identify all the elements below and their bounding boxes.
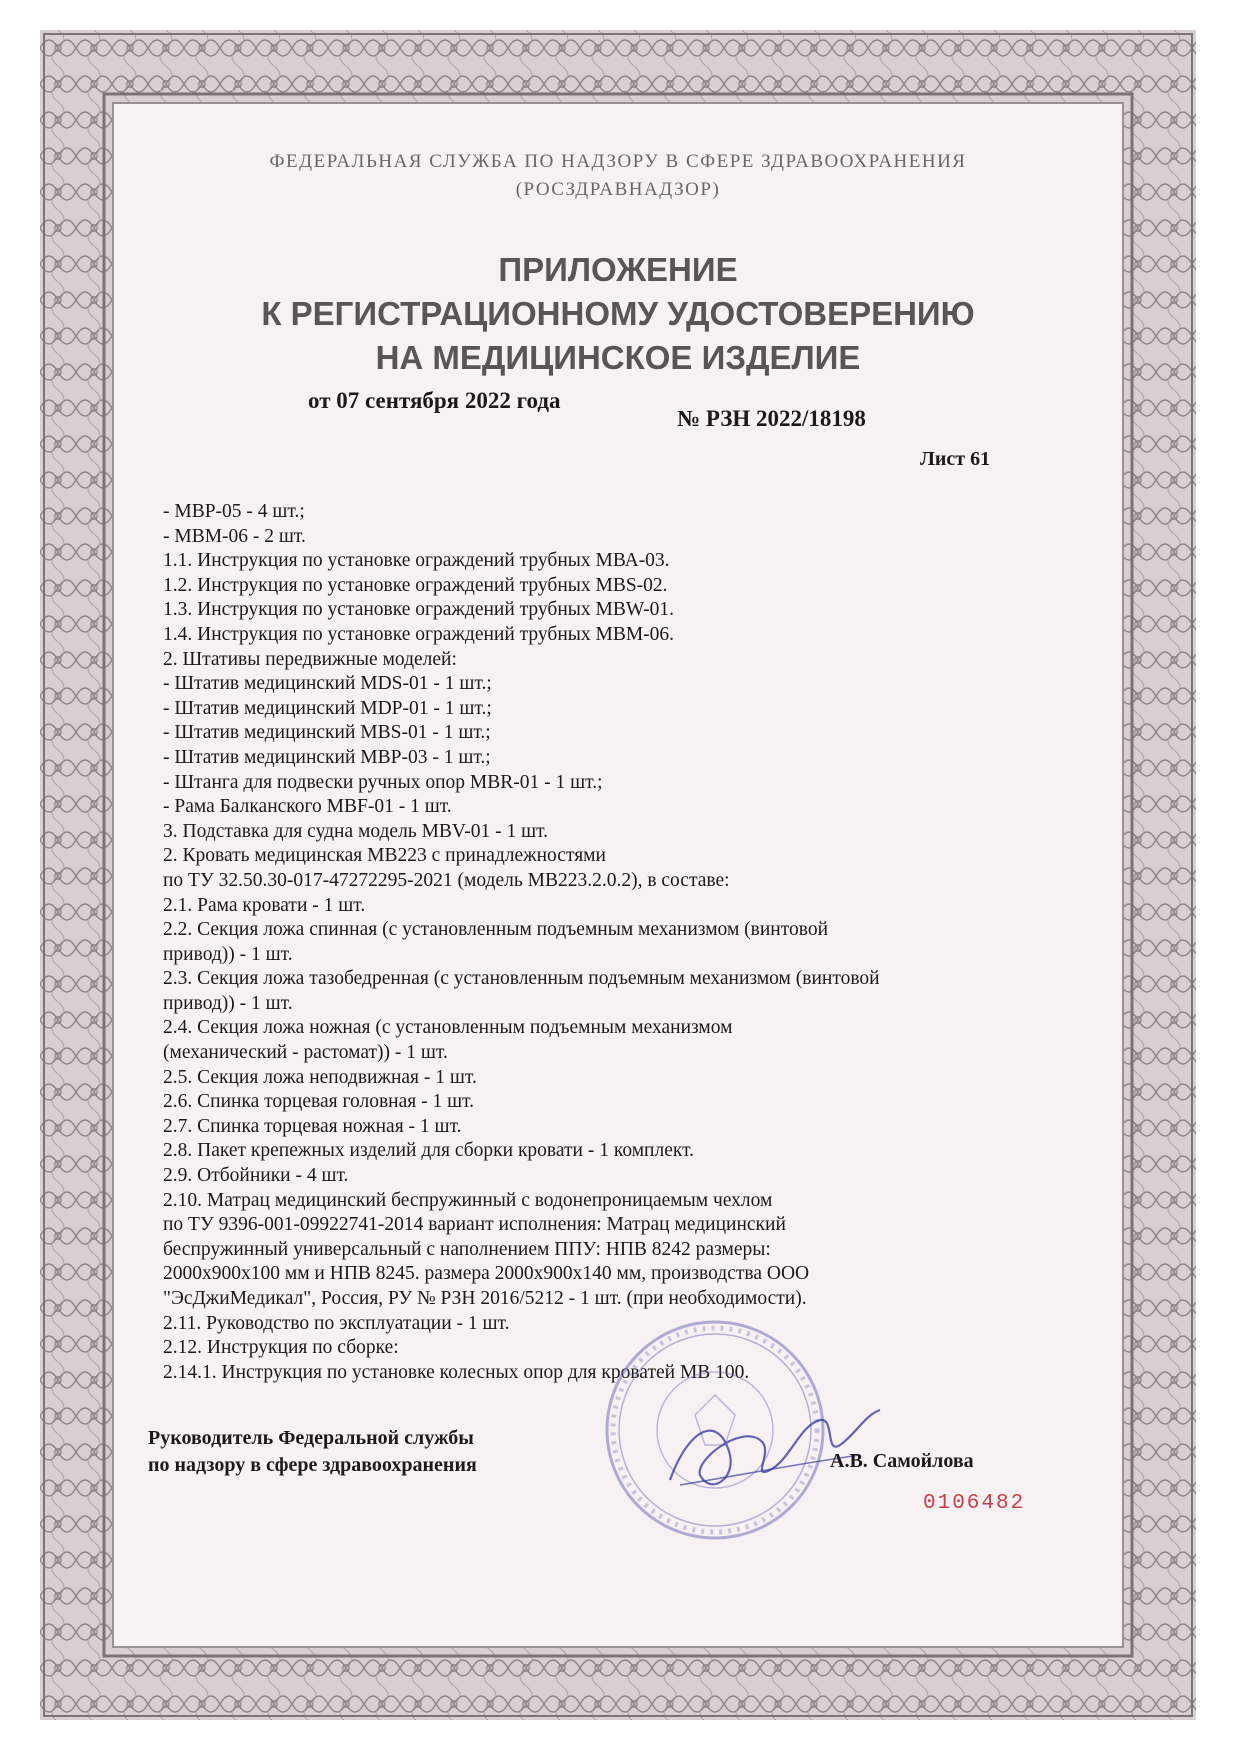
body-line: 2. Кровать медицинская МВ223 с принадлежностями — [163, 845, 606, 867]
body-line: 2.9. Отбойники - 4 шт. — [163, 1165, 349, 1187]
agency-name: ФЕДЕРАЛЬНАЯ СЛУЖБА ПО НАДЗОРУ В СФЕРЕ ЗДРАВООХРАНЕНИЯ — [269, 151, 967, 172]
body-line: (механический - растомат)) - 1 шт. — [163, 1042, 448, 1064]
body-line: 2000х900х100 мм и НПВ 8245. размера 2000х900х140 мм, производства ООО — [163, 1263, 810, 1285]
title-line-1: ПРИЛОЖЕНИЕ — [498, 251, 738, 288]
title-line-2: К РЕГИСТРАЦИОННОМУ УДОСТОВЕРЕНИЮ — [261, 295, 975, 332]
agency-header — [40, 148, 1196, 204]
body-line: 2.10. Матрац медицинский беспружинный с водонепроницаемым чехлом — [163, 1189, 773, 1211]
body-line: 2.8. Пакет крепежных изделий для сборки кровати - 1 комплект. — [163, 1140, 695, 1162]
body-line: привод)) - 1 шт. — [163, 943, 293, 965]
body-line: 2.5. Секция ложа неподвижная - 1 шт. — [163, 1066, 477, 1088]
body-line: 2.3. Секция ложа тазобедренная (с установленным подъемным механизмом (винтовой — [163, 968, 880, 990]
signatory-position-line-1: Руководитель Федеральной службы — [148, 1427, 474, 1449]
body-line: - Штатив медицинский MBP-03 - 1 шт.; — [163, 746, 491, 768]
body-line: беспружинный универсальный с наполнением ППУ: НПВ 8242 размеры: — [163, 1238, 771, 1260]
body-line: - МВР-05 - 4 шт.; — [163, 501, 305, 522]
body-line: "ЭсДжиМедикал", Россия, РУ № РЗН 2016/5212 - 1 шт. (при необходимости). — [163, 1288, 807, 1309]
body-line: по ТУ 9396-001-09922741-2014 вариант исполнения: Матрац медицинский — [163, 1214, 786, 1236]
body-line: 2.2. Секция ложа спинная (с установленным подъемным механизмом (винтовой — [163, 919, 828, 941]
handwritten-signature — [650, 1385, 890, 1505]
body-line: 2.7. Спинка торцевая ножная - 1 шт. — [163, 1115, 462, 1137]
body-line: 2.11. Руководство по эксплуатации - 1 шт. — [163, 1312, 510, 1334]
body-line: - МВМ-06 - 2 шт. — [163, 525, 306, 547]
body-line: 2.1. Рама кровати - 1 шт. — [163, 894, 366, 916]
body-line: 2. Штативы передвижные моделей: — [163, 648, 457, 670]
body-line: 2.6. Спинка торцевая головная - 1 шт. — [163, 1091, 475, 1113]
agency-abbreviation: (РОСЗДРАВНАДЗОР) — [515, 179, 721, 200]
body-line: по ТУ 32.50.30-017-47272295-2021 (модель МВ223.2.0.2), в составе: — [163, 869, 730, 891]
body-line: 2.12. Инструкция по сборке: — [163, 1337, 399, 1359]
body-line: привод)) - 1 шт. — [163, 992, 293, 1014]
body-line: 1.3. Инструкция по установке ограждений трубных МВW-01. — [163, 599, 675, 621]
certificate-sheet — [40, 30, 1196, 1720]
body-line: 1.1. Инструкция по установке ограждений трубных МВА-03. — [163, 550, 670, 572]
signatory-name: А.В. Самойлова — [830, 1450, 974, 1472]
body-line: - Штатив медицинский MDS-01 - 1 шт.; — [163, 673, 492, 695]
registration-number: № РЗН 2022/18198 — [677, 406, 866, 431]
sheet-number: Лист 61 — [920, 448, 991, 470]
body-line: 1.4. Инструкция по установке ограждений трубных МВМ-06. — [163, 623, 675, 645]
signatory-position-line-2: по надзору в сфере здравоохранения — [148, 1454, 477, 1476]
body-line: - Рама Балканского MBF-01 - 1 шт. — [163, 796, 452, 818]
signatory-position — [148, 1425, 477, 1479]
issue-date: от 07 сентября 2022 года — [308, 388, 561, 413]
document-body — [163, 500, 1043, 1385]
form-serial-number: 0106482 — [923, 1492, 1026, 1515]
body-line: - Штатив медицинский MDP-01 - 1 шт.; — [163, 697, 492, 719]
body-line: 3. Подставка для судна модель MBV-01 - 1 шт. — [163, 820, 549, 842]
document-title — [40, 248, 1196, 380]
body-line: 2.4. Секция ложа ножная (с установленным подъемным механизмом — [163, 1017, 733, 1039]
body-line: 2.14.1. Инструкция по установке колесных опор для кроватей МВ 100. — [163, 1361, 750, 1383]
body-line: 1.2. Инструкция по установке ограждений трубных МВS-02. — [163, 574, 668, 596]
body-line: - Штатив медицинский MBS-01 - 1 шт.; — [163, 722, 491, 744]
body-line: - Штанга для подвески ручных опор MBR-01 - 1 шт.; — [163, 771, 603, 793]
title-line-3: НА МЕДИЦИНСКОЕ ИЗДЕЛИЕ — [375, 339, 861, 376]
